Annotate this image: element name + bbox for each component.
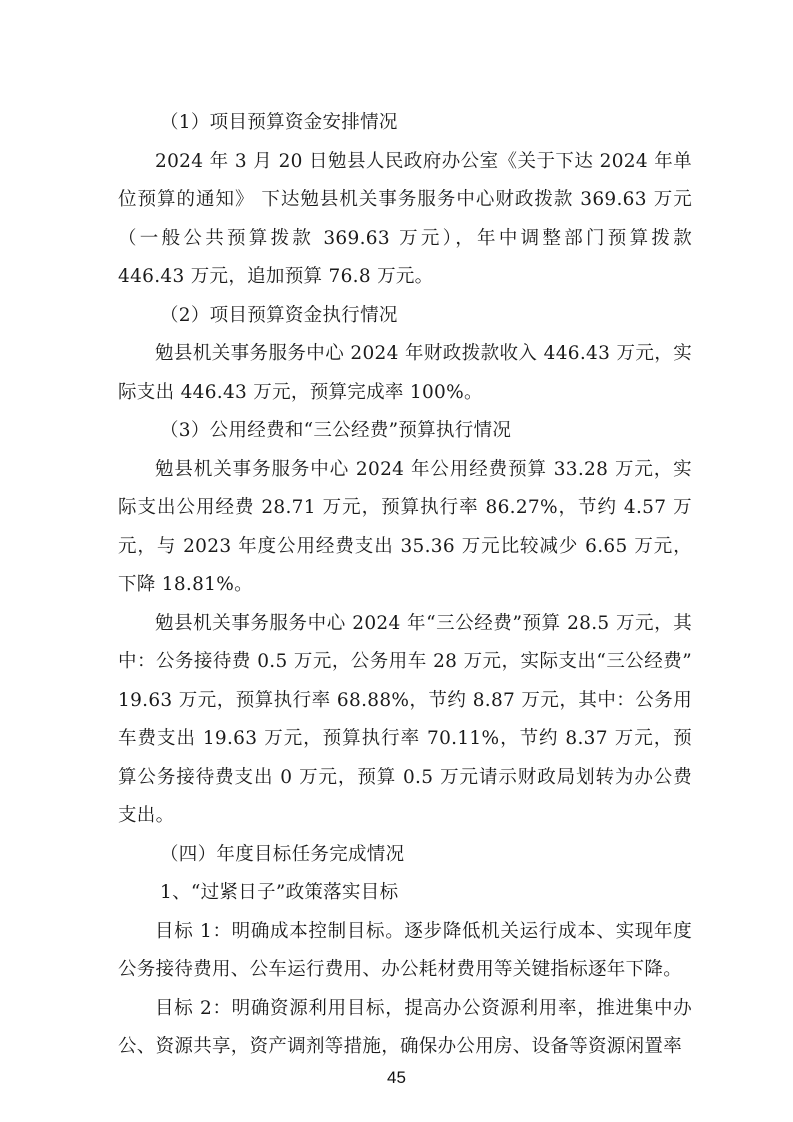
section-heading-budget-arrangement: （1）项目预算资金安排情况: [160, 112, 398, 133]
document-body: [118, 104, 692, 1067]
section-heading-public-funds: （3）公用经费和“三公经费”预算执行情况: [160, 420, 512, 441]
paragraph-three-public-expenses: 勉县机关事务服务中心 2024 年“三公经费”预算 28.5 万元，其中：公务接待费 0.5 万元，公务用车 28 万元，实际支出“三公经费” 19.63 万元，预算执行率 68.88%，节约 8.87 万元，其中：公务用车费支出 19.63 万元，预算执行率 70.11%，节约 8.37 万元，预算公务接待费支出 0 万元，预算 0.5 万元请示财政局划转为办公费支出。: [118, 612, 692, 826]
section-heading-annual-targets: （四）年度目标任务完成情况: [160, 843, 405, 865]
page-number: 45: [387, 1068, 406, 1087]
paragraph-target-1: 目标 1：明确成本控制目标。逐步降低机关运行成本、实现年度公务接待费用、公车运行费用、办公耗材费用等关键指标逐年下降。: [118, 920, 692, 980]
paragraph-public-funds: 勉县机关事务服务中心 2024 年公用经费预算 33.28 万元，实际支出公用经费 28.71 万元，预算执行率 86.27%，节约 4.57 万元，与 2023 年度公用经费支出 35.36 万元比较减少 6.65 万元，下降 18.81%。: [118, 458, 692, 595]
section-heading-austerity-policy: 1、“过紧日子”政策落实目标: [160, 882, 399, 903]
section-heading-budget-execution: （2）项目预算资金执行情况: [160, 304, 398, 326]
paragraph-budget-execution: 勉县机关事务服务中心 2024 年财政拨款收入 446.43 万元，实际支出 446.43 万元，预算完成率 100%。: [118, 343, 692, 403]
paragraph-target-2: 目标 2：明确资源利用目标，提高办公资源利用率，推进集中办公、资源共享，资产调剂等措施，确保办公用房、设备等资源闲置率: [118, 997, 692, 1057]
paragraph-budget-arrangement: 2024 年 3 月 20 日勉县人民政府办公室《关于下达 2024 年单位预算的通知》 下达勉县机关事务服务中心财政拨款 369.63 万元（一般公共预算拨款 369.63 万元），年中调整部门预算拨款 446.43 万元，追加预算 76.8 万元。: [118, 150, 692, 287]
